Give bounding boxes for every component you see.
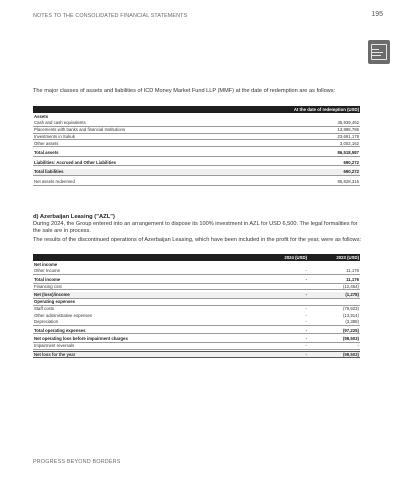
table-row: Net operating loss before impairment charges - (98,503) [34,336,359,342]
page-number: 195 [371,11,383,18]
section-heading-azl: d) Azerbaijan Leasing ("AZL") [33,214,115,220]
page-footer: PROGRESS BEYOND BORDERS [33,459,121,465]
table-header-label [33,106,240,113]
assets-heading: Assets [34,113,49,119]
table-header-label [33,254,253,261]
table-row: Placements with banks and financial Institutions 13,885,785 [34,127,359,133]
column-header-2023: 2023 (USD) [308,254,360,261]
running-header: NOTES TO THE CONSOLIDATED FINANCIAL STATEMENTS [33,13,188,19]
table-row: Net loss for the year - (98,503) [34,352,359,358]
table-row: Total operating expenses - (97,225) [34,327,359,333]
azl-paragraph-2: The results of the discontinued operations of Azerbaijan Leasing, which have been included in the profit for the year, were as follows: [33,237,362,243]
total-liabilities-row: Total liabilities 690,272 [34,169,359,175]
intro-paragraph: The major classes of assets and liabilities of ICD Money Market Fund LLP (MMF) at the date of redemption are as follows: [33,88,336,94]
table-row: Other Income - 11,176 [34,268,359,274]
net-assets-row: Net assets redeemed 85,828,315 [34,179,359,185]
mmf-redemption-table [33,106,360,186]
table-row: Total income - 11,176 [34,276,359,282]
table-row: Other assets 3,002,162 [34,140,359,146]
total-assets-row: Total assets 86,518,587 [34,150,359,156]
azl-results-table [33,254,360,358]
liabilities-row: Liabilities: Accrued and Other Liabilities 690,272 [34,159,359,165]
table-row: Staff costs - (79,923) [34,306,359,312]
table-row: Depreciation - (3,388) [34,319,359,325]
table-row: Cash and cash equivalents 45,939,462 [34,120,359,126]
column-header-2024: 2024 (USD) [253,254,308,261]
table-row: Net (loss)/income - (1,278) [34,292,359,298]
table-row: Operating expenses [33,298,360,305]
document-icon[interactable] [368,40,390,64]
table-row: Other administrative expenses - (13,914) [34,312,359,318]
table-row: Net income [34,261,58,267]
azl-paragraph-1: During 2024, the Group entered into an arrangement to dispose its 100% investment in AZL for USD 6,500. The legal formalities for the sale are in process. [33,221,358,235]
table-row: Impairment reversals - - [34,343,359,349]
table-row: Financing cost (12,454) [34,283,359,289]
column-header-redemption: At the date of redemption (USD) [240,106,360,113]
table-row: Investments in Sukuk 23,691,178 [34,133,359,139]
